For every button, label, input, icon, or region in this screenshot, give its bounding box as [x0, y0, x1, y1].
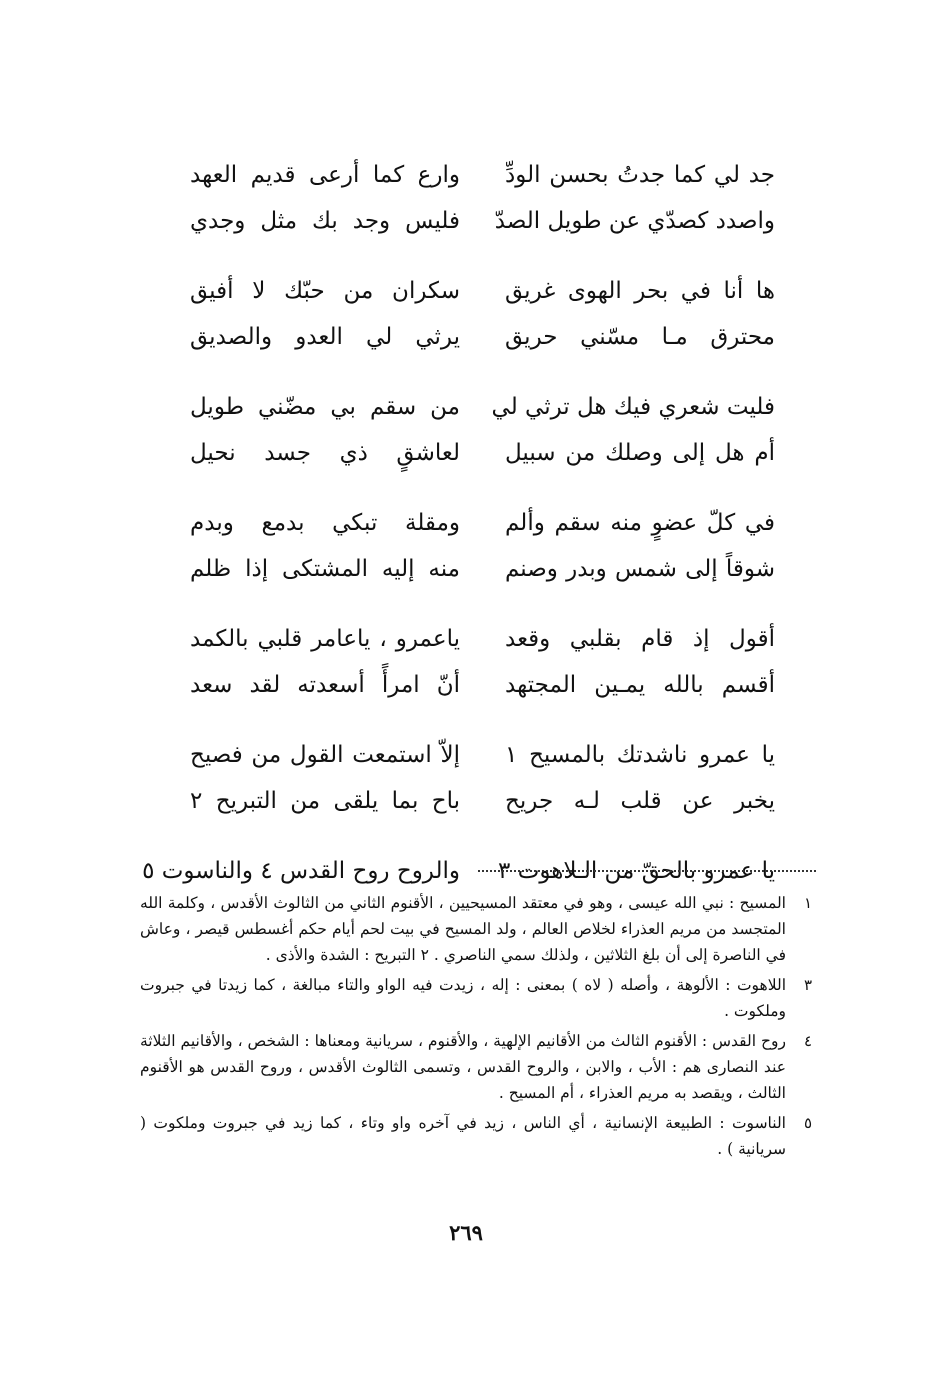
first-hemistich: في كلّ عضوٍ منه سقم وألم [505, 510, 775, 536]
stanza [190, 732, 775, 824]
verse-line [190, 152, 775, 198]
footnote-number: ٤ [803, 1032, 812, 1050]
footnote [140, 1110, 812, 1162]
verse-line [190, 198, 775, 244]
first-hemistich: يا عمرو بالحقّ من الـلاهوت ٣ [498, 858, 775, 884]
second-hemistich: إلاّ استمعت القول من فصيح [190, 742, 460, 768]
first-hemistich: محترق مـا مسّني حريق [505, 324, 775, 350]
second-hemistich: وارع كما أرعى قديم العهد [190, 162, 460, 188]
first-hemistich: فليت شعري فيك هل ترثي لي [491, 394, 775, 420]
first-hemistich: جد لي كما جدتُ بحسن الودِّ [505, 162, 775, 188]
verse-line [190, 314, 775, 360]
second-hemistich: والروح روح القدس ٤ والناسوت ٥ [142, 858, 460, 884]
first-hemistich: أم هل إلى وصلك من سبيل [505, 440, 775, 466]
footnote [140, 972, 812, 1024]
verse-line [190, 732, 775, 778]
first-hemistich: يا عمرو ناشدتك بالمسيح ١ [505, 742, 775, 768]
first-hemistich: واصدد كصدّي عن طويل الصدّ [494, 208, 775, 234]
second-hemistich: ومقلة تبكي بدمع وبدم [190, 510, 460, 536]
first-hemistich: شوقاً إلى شمس وبدر وصنم [505, 556, 775, 582]
verse-line [190, 500, 775, 546]
first-hemistich: أقسم بالله يمـين المجتهد [505, 672, 775, 698]
footnote-number: ١ [803, 894, 812, 912]
page-number: ٢٦٩ [449, 1220, 483, 1245]
first-hemistich: ها أنا في بحر الهوى غريق [505, 278, 775, 304]
verse-line [190, 778, 775, 824]
second-hemistich: من سقم بي مضّني طويل [190, 394, 460, 420]
footnotes [140, 890, 812, 1166]
verse-line [190, 430, 775, 476]
verse-line [190, 662, 775, 708]
second-hemistich: منه إليه المشتكى إذا ظلم [190, 556, 460, 582]
footnote-number: ٥ [803, 1114, 812, 1132]
second-hemistich: ياعمرو ، ياعامر قلبي بالكمد [190, 626, 460, 652]
second-hemistich: باح بما يلقى من التبريح ٢ [190, 788, 460, 814]
stanza [190, 384, 775, 476]
stanza [190, 500, 775, 592]
poem [142, 152, 775, 918]
footnote-text: روح القدس : الأقنوم الثالث من الأقانيم الإلهية ، والأقنوم ، سريانية ومعناها : الشخص ، والأقانيم الثلاثة عند النصارى هم : الأب ، والابن ، والروح القدس ، وتسمى الثالوث الأقدس ، وروح القدس هو الأقنوم الثالث ، ويقصد به مريم العذراء ، أم المسيح . [140, 1032, 786, 1102]
stanza [190, 268, 775, 360]
second-hemistich: أنّ امرأً أسعدته لقد سعد [190, 672, 460, 698]
first-hemistich: يخبر عن قلب لـه جريح [505, 788, 775, 814]
second-hemistich: سكران من حبّك لا أفيق [190, 278, 460, 304]
second-hemistich: فليس وجد بك مثل وجدي [190, 208, 460, 234]
stanza [190, 152, 775, 244]
footnote-number: ٣ [803, 976, 812, 994]
verse-line [190, 384, 775, 430]
footnote [140, 1028, 812, 1106]
second-hemistich: يرثي لي العدو والصديق [190, 324, 460, 350]
footnote [140, 890, 812, 968]
first-hemistich: أقول إذ قام بقلبي وقعد [505, 626, 775, 652]
footnote-text: الناسوت : الطبيعة الإنسانية ، أي الناس ، زيد في آخره واو وتاء ، كما زيد في جبروت وملكوت ( سريانية ) . [140, 1114, 786, 1158]
footnote-text: اللاهوت : الألوهة ، وأصله ( لاه ) بمعنى : إله ، زيدت فيه الواو والتاء مبالغة ، كما زيدتا في جبروت وملكوت . [140, 976, 786, 1020]
verse-line [190, 616, 775, 662]
footnote-separator [478, 870, 816, 872]
stanza [190, 616, 775, 708]
verse-line [190, 268, 775, 314]
footnote-text: المسيح : نبي الله عيسى ، وهو في معتقد المسيحيين ، الأقنوم الثاني من الثالوث الأقدس ، وكلمة الله المتجسد من مريم العذراء لخلاص العالم ، ولد المسيح في بيت لحم أيام حكم أغسطس قيصر ، وعاش في الناصرة إلى أن بلغ الثلاثين ، ولذلك سمي الناصري . ٢ التبريح : الشدة والأذى . [140, 894, 786, 964]
verse-line [190, 546, 775, 592]
second-hemistich: لعاشقٍ ذي جسد نحيل [190, 440, 460, 466]
